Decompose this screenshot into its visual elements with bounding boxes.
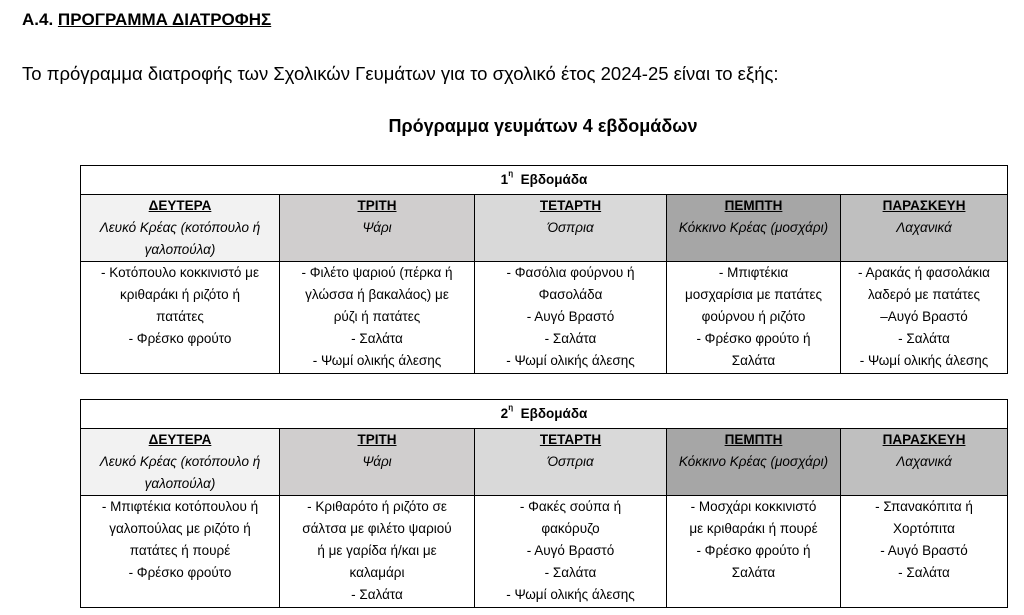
section-title: ΠΡΟΓΡΑΜΜΑ ΔΙΑΤΡΟΦΗΣ [57, 10, 272, 29]
week-title [81, 166, 1008, 195]
day-category: Κόκκινο Κρέας (μοσχάρι) [678, 220, 829, 235]
menu-line: καλαμάρι [349, 565, 405, 580]
menu-cell-wednesday [475, 262, 667, 374]
menu-line: - Ψωμί ολικής άλεσης [506, 353, 635, 368]
menu-line: Σαλάτα [731, 565, 776, 580]
day-category: Όσπρια [547, 454, 594, 469]
menu-line: Φασολάδα [538, 287, 603, 302]
day-header-wednesday [475, 195, 667, 262]
menu-line: κριθαράκι ή ριζότο ή [120, 287, 240, 302]
menu-line: πατάτες [156, 309, 204, 324]
day-category: Λευκό Κρέας (κοτόπουλο ή γαλοπούλα) [99, 220, 261, 257]
day-header-monday [81, 195, 280, 262]
menu-line: φούρνου ή ριζότο [701, 309, 806, 324]
day-header-friday [841, 195, 1008, 262]
week-suffix: η [508, 169, 514, 178]
section-heading [22, 10, 271, 30]
day-header-thursday [667, 429, 841, 496]
day-name: ΠΕΜΠΤΗ [724, 198, 783, 213]
day-category: Λευκό Κρέας (κοτόπουλο ή γαλοπούλα) [99, 454, 261, 491]
week-label: Εβδομάδα [520, 406, 588, 421]
day-category: Λαχανικά [896, 220, 952, 235]
menu-line: με κριθαράκι ή πουρέ [689, 521, 818, 536]
day-header-thursday [667, 195, 841, 262]
menu-line: λαδερό με πατάτες [867, 287, 981, 302]
menu-line: μοσχαρίσια με πατάτες [685, 287, 822, 302]
menu-line: πατάτες ή πουρέ [129, 543, 231, 558]
week-number: 2 [500, 406, 509, 421]
menu-line: - Φρέσκο φρούτο [128, 565, 232, 580]
menu-line: - Σαλάτα [351, 331, 403, 346]
day-header-monday [81, 429, 280, 496]
menu-line: γλώσσα ή βακαλάος) με [305, 287, 449, 302]
day-name: ΤΕΤΑΡΤΗ [539, 198, 602, 213]
menu-cell-friday [841, 496, 1008, 608]
menu-line: - Κριθαρότο ή ριζότο σε [307, 499, 447, 514]
day-header-friday [841, 429, 1008, 496]
day-name: ΠΑΡΑΣΚΕΥΗ [882, 198, 966, 213]
menu-line: - Σαλάτα [544, 331, 597, 346]
day-name: ΤΡΙΤΗ [357, 198, 397, 213]
menu-cell-monday [81, 496, 280, 608]
week-suffix: η [508, 403, 514, 412]
day-name: ΤΡΙΤΗ [357, 432, 397, 447]
menu-line: - Φρέσκο φρούτο [128, 331, 232, 346]
menu-cell-friday [841, 262, 1008, 374]
menu-line: - Αυγό Βραστό [880, 543, 968, 558]
week-table [80, 399, 1008, 608]
week-number: 1 [500, 172, 509, 187]
menu-line: - Αυγό Βραστό [526, 543, 615, 558]
program-subtitle: Πρόγραμμα γευμάτων 4 εβδομάδων [388, 116, 698, 136]
menu-line: –Αυγό Βραστό [880, 309, 968, 324]
menu-line: - Σαλάτα [898, 331, 950, 346]
day-name: ΔΕΥΤΕΡΑ [148, 198, 212, 213]
week-label: Εβδομάδα [520, 172, 588, 187]
menu-line: - Σπανακόπιτα ή [875, 499, 973, 514]
day-header-wednesday [475, 429, 667, 496]
menu-line: - Μπιφτέκια κοτόπουλου ή [101, 499, 259, 514]
menu-line: - Φρέσκο φρούτο ή [696, 543, 811, 558]
menu-line: - Σαλάτα [351, 587, 403, 602]
menu-line: - Αρακάς ή φασολάκια [858, 265, 990, 280]
menu-line: φακόρυζο [541, 521, 600, 536]
intro-text: Το πρόγραμμα διατροφής των Σχολικών Γευμάτων για το σχολικό έτος 2024-25 είναι το εξής: [22, 63, 779, 84]
menu-line: - Σαλάτα [544, 565, 597, 580]
menu-line: ή με γαρίδα ή/και με [317, 543, 437, 558]
day-name: ΠΑΡΑΣΚΕΥΗ [882, 432, 966, 447]
day-category: Ψάρι [362, 220, 392, 235]
menu-line: - Φακές σούπα ή [519, 499, 622, 514]
day-category: Όσπρια [547, 220, 594, 235]
menu-line: - Σαλάτα [898, 565, 950, 580]
section-number: Α.4. [22, 10, 54, 29]
menu-cell-wednesday [475, 496, 667, 608]
day-name: ΤΕΤΑΡΤΗ [539, 432, 602, 447]
day-header-tuesday [280, 195, 475, 262]
menu-line: - Ψωμί ολικής άλεσης [859, 353, 989, 368]
menu-line: - Ψωμί ολικής άλεσης [506, 587, 635, 602]
menu-line: - Φασόλια φούρνου ή [506, 265, 635, 280]
menu-line: - Αυγό Βραστό [526, 309, 615, 324]
menu-line: - Φιλέτο ψαριού (πέρκα ή [301, 265, 453, 280]
menu-line: ρύζι ή πατάτες [333, 309, 421, 324]
menu-line: - Φρέσκο φρούτο ή [696, 331, 811, 346]
menu-line: γαλοπούλας με ριζότο ή [109, 521, 251, 536]
menu-line: - Ψωμί ολικής άλεσης [312, 353, 442, 368]
menu-line: - Κοτόπουλο κοκκινιστό με [101, 265, 259, 280]
day-name: ΠΕΜΠΤΗ [724, 432, 783, 447]
day-header-tuesday [280, 429, 475, 496]
day-category: Λαχανικά [896, 454, 952, 469]
menu-line: Σαλάτα [731, 353, 776, 368]
menu-cell-thursday [667, 496, 841, 608]
menu-line: - Μπιφτέκια [718, 265, 789, 280]
menu-line: - Μοσχάρι κοκκινιστό [690, 499, 817, 514]
week-table [80, 165, 1008, 374]
week-title [81, 400, 1008, 429]
day-category: Ψάρι [362, 454, 392, 469]
day-name: ΔΕΥΤΕΡΑ [148, 432, 212, 447]
menu-cell-monday [81, 262, 280, 374]
day-category: Κόκκινο Κρέας (μοσχάρι) [678, 454, 829, 469]
menu-line: Χορτόπιτα [893, 521, 955, 536]
menu-line: σάλτσα με φιλέτο ψαριού [302, 521, 452, 536]
menu-cell-tuesday [280, 496, 475, 608]
menu-cell-thursday [667, 262, 841, 374]
menu-cell-tuesday [280, 262, 475, 374]
